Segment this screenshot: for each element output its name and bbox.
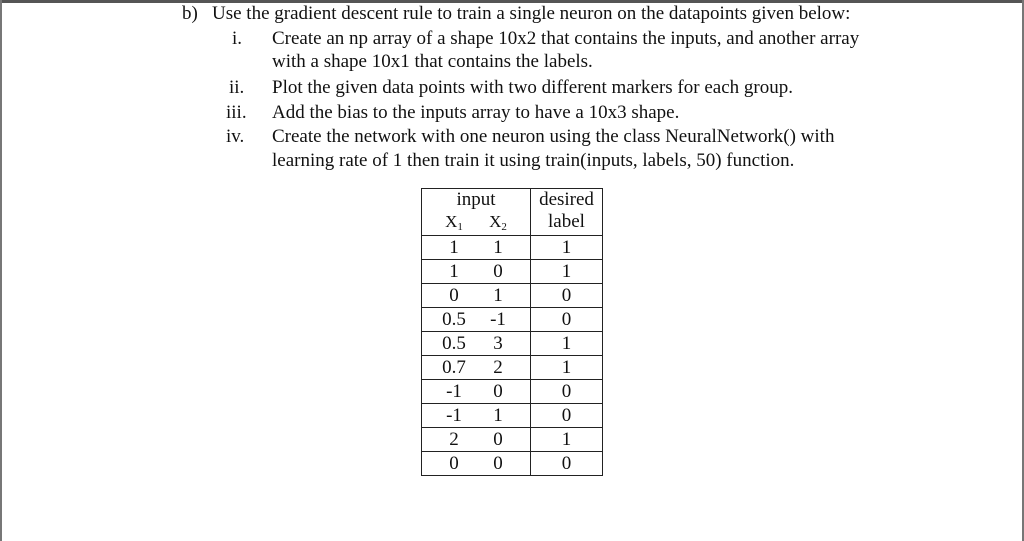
label-header-cell	[531, 189, 603, 236]
table-row	[422, 260, 603, 284]
table-row	[422, 428, 603, 452]
label-value: 0	[531, 380, 603, 404]
x2-value: 0	[493, 452, 503, 474]
label-value: 0	[531, 308, 603, 332]
input-cell	[422, 404, 531, 428]
label-value: 1	[531, 356, 603, 380]
table-row	[422, 356, 603, 380]
table-row	[422, 332, 603, 356]
x1-value: 0	[449, 452, 459, 474]
label-header-line-1: desired	[539, 189, 594, 210]
item-iv-line-1: Create the network with one neuron using the class NeuralNetwork() with	[272, 126, 835, 147]
x1-value: 1	[449, 260, 459, 282]
input-cell	[422, 428, 531, 452]
question-instruction: Use the gradient descent rule to train a single neuron on the datapoints given below:	[212, 3, 851, 24]
label-value: 0	[531, 404, 603, 428]
table-row	[422, 308, 603, 332]
input-header-cell	[422, 189, 531, 236]
x2-value: -1	[490, 308, 506, 330]
x1-value: 0.7	[442, 356, 466, 378]
label-value: 1	[531, 332, 603, 356]
table-row	[422, 452, 603, 476]
input-header: input	[456, 189, 496, 210]
label-header-line-2: label	[548, 211, 585, 232]
input-cell	[422, 308, 531, 332]
question-part-label: b)	[182, 3, 198, 24]
x1-value: -1	[446, 380, 462, 402]
input-cell	[422, 332, 531, 356]
item-i-line-1: Create an np array of a shape 10x2 that contains the inputs, and another array	[272, 28, 860, 49]
input-cell	[422, 236, 531, 260]
x1-value: 0.5	[442, 332, 466, 354]
x1-subscript: 1	[457, 221, 463, 233]
item-ii-line-1: Plot the given data points with two different markers for each group.	[272, 77, 793, 98]
input-cell	[422, 452, 531, 476]
item-iii-line-1: Add the bias to the inputs array to have a 10x3 shape.	[272, 102, 680, 123]
input-cell	[422, 284, 531, 308]
page-left-border	[0, 0, 2, 541]
x1-value: 0	[449, 284, 459, 306]
x1-value: 0.5	[442, 308, 466, 330]
item-iv-line-2: learning rate of 1 then train it using train(inputs, labels, 50) function.	[272, 150, 795, 171]
item-number-ii: ii.	[229, 77, 245, 98]
label-value: 1	[531, 260, 603, 284]
input-subheader	[422, 211, 530, 235]
table-row	[422, 236, 603, 260]
table-header-row	[422, 189, 603, 236]
table-row	[422, 380, 603, 404]
datapoints-table	[421, 188, 603, 476]
input-cell	[422, 356, 531, 380]
item-number-iii: iii.	[226, 102, 247, 123]
x1-label: X	[445, 212, 458, 231]
x2-value: 0	[493, 260, 503, 282]
x2-label: X	[489, 212, 502, 231]
x2-value: 0	[493, 380, 503, 402]
x2-value: 1	[493, 284, 503, 306]
x2-value: 2	[493, 356, 503, 378]
label-value: 0	[531, 452, 603, 476]
x2-value: 1	[493, 404, 503, 426]
x2-subscript: 2	[501, 221, 507, 233]
label-value: 1	[531, 428, 603, 452]
table-row	[422, 284, 603, 308]
x2-value: 1	[493, 236, 503, 258]
label-value: 0	[531, 284, 603, 308]
x1-value: 2	[449, 428, 459, 450]
label-value: 1	[531, 236, 603, 260]
input-cell	[422, 380, 531, 404]
x2-value: 3	[493, 332, 503, 354]
input-cell	[422, 260, 531, 284]
x2-value: 0	[493, 428, 503, 450]
x1-value: -1	[446, 404, 462, 426]
item-number-i: i.	[232, 28, 243, 49]
x1-value: 1	[449, 236, 459, 258]
item-i-line-2: with a shape 10x1 that contains the labels.	[272, 51, 593, 72]
table-row	[422, 404, 603, 428]
item-number-iv: iv.	[226, 126, 245, 147]
